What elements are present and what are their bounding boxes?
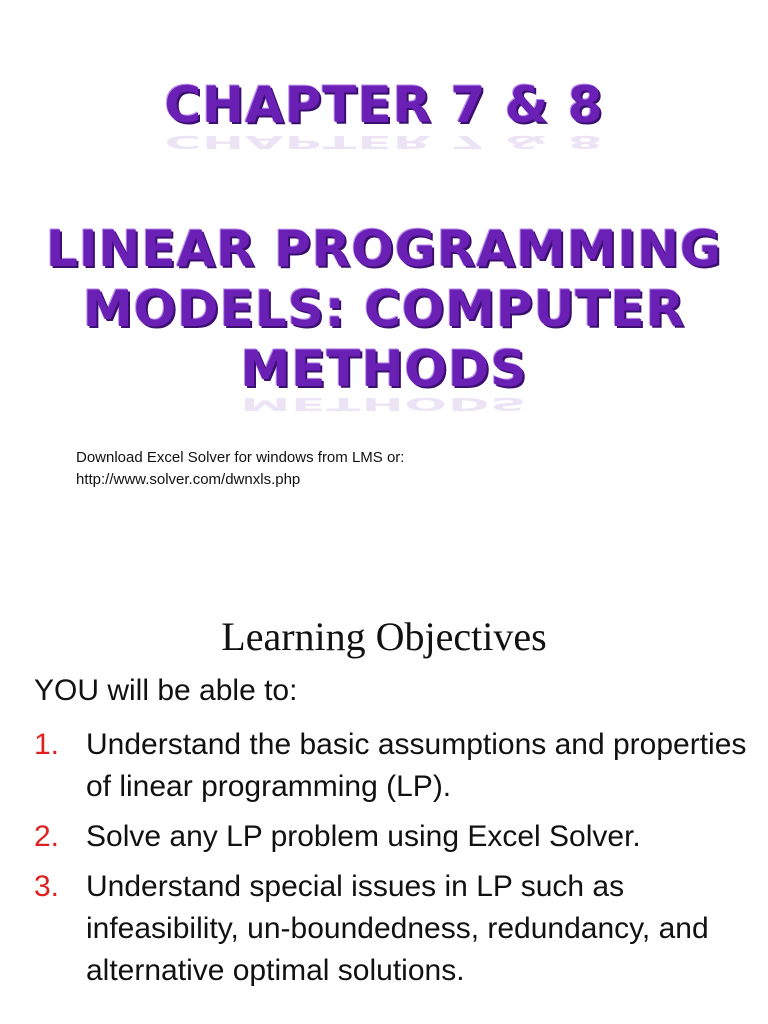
chapter-title: CHAPTER 7 & 8 <box>164 76 604 134</box>
download-link[interactable]: http://www.solver.com/dwnxls.php <box>76 471 301 488</box>
objective-number: 3. <box>34 870 60 903</box>
objective-text: Understand the basic assumptions and properties of linear programming (LP). <box>86 728 747 803</box>
objectives-heading: Learning Objectives <box>221 614 547 659</box>
objective-number: 2. <box>34 820 60 853</box>
objective-text: Understand special issues in LP such as infeasibility, un-boundedness, redundancy, and alternative optimal solutions. <box>86 870 709 987</box>
download-note <box>76 447 404 491</box>
main-title-line-1: LINEAR PROGRAMMING <box>46 220 722 278</box>
objective-item-2 <box>34 816 754 858</box>
objective-number: 1. <box>34 728 60 761</box>
objective-item-3 <box>34 866 754 992</box>
main-title-line-3: METHODS <box>240 340 528 398</box>
download-text: Download Excel Solver for windows from LMS or: <box>76 449 405 466</box>
main-title-line-2: MODELS: COMPUTER <box>82 280 686 338</box>
objective-text: Solve any LP problem using Excel Solver. <box>86 820 641 853</box>
objectives-list <box>34 724 754 1000</box>
objective-item-1 <box>34 724 754 808</box>
main-title-reflection: METHODS <box>240 393 528 414</box>
objectives-intro: YOU will be able to: <box>34 674 298 707</box>
chapter-title-reflection: CHAPTER 7 & 8 <box>164 131 604 152</box>
